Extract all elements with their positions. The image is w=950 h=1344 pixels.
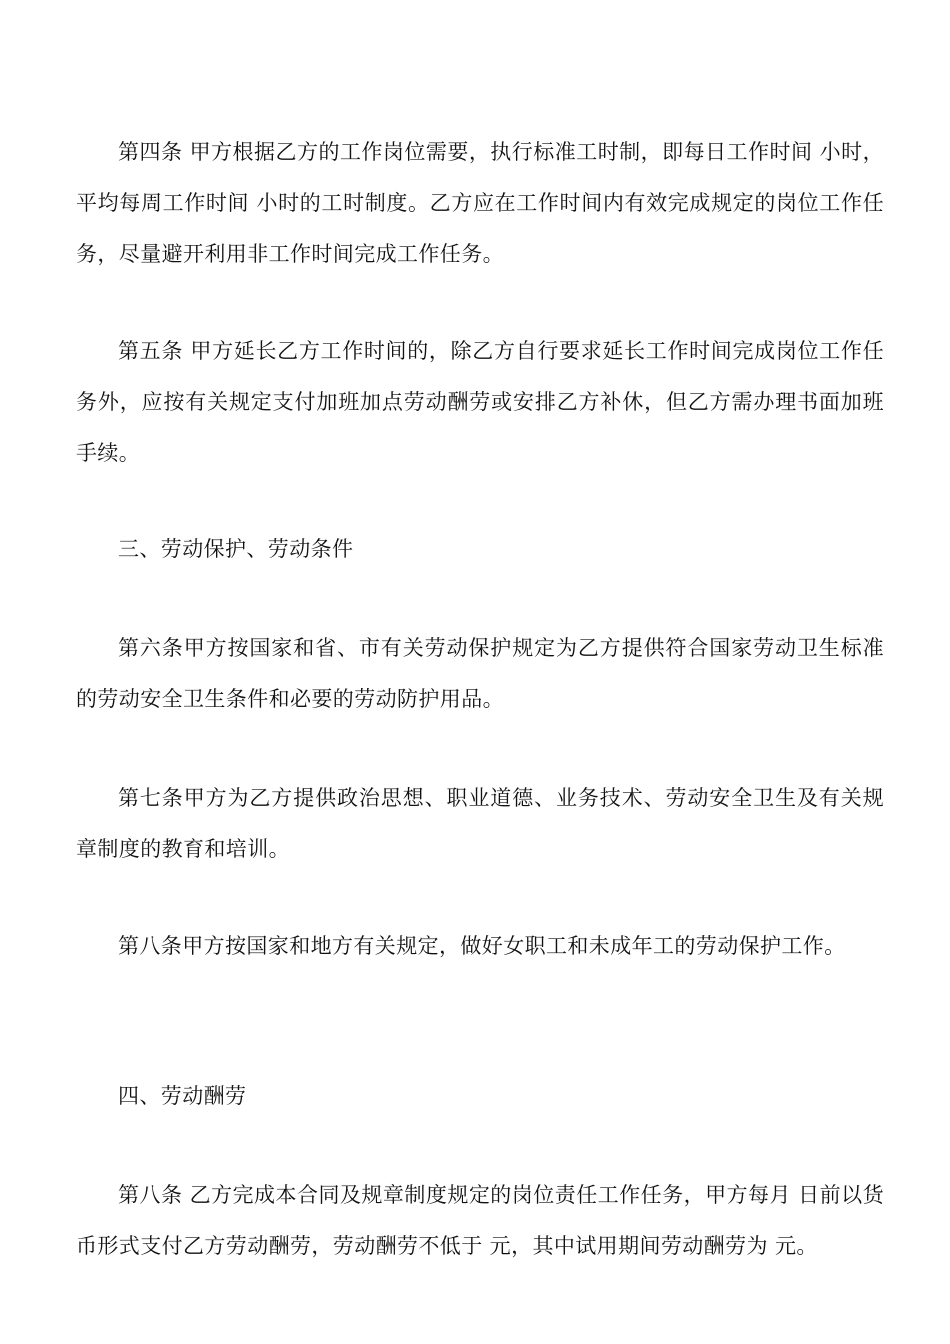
article-4-paragraph: 第四条 甲方根据乙方的工作岗位需要，执行标准工时制，即每日工作时间 小时，平均每周工作时间 小时的工时制度。乙方应在工作时间内有效完成规定的岗位工作任务，尽量避开利用非工作时间完成工作任务。	[76, 140, 884, 266]
section-4-heading: 四、劳动酬劳	[118, 1084, 247, 1108]
article-6-paragraph: 第六条甲方按国家和省、市有关劳动保护规定为乙方提供符合国家劳动卫生标准的劳动安全卫生条件和必要的劳动防护用品。	[76, 636, 884, 711]
article-7-paragraph: 第七条甲方为乙方提供政治思想、职业道德、业务技术、劳动安全卫生及有关规章制度的教育和培训。	[76, 786, 884, 861]
article-5-paragraph: 第五条 甲方延长乙方工作时间的，除乙方自行要求延长工作时间完成岗位工作任务外，应按有关规定支付加班加点劳动酬劳或安排乙方补休，但乙方需办理书面加班手续。	[76, 339, 884, 465]
section-3-heading: 三、劳动保护、劳动条件	[118, 537, 354, 561]
article-8b-paragraph: 第八条 乙方完成本合同及规章制度规定的岗位责任工作任务，甲方每月 日前以货币形式支付乙方劳动酬劳，劳动酬劳不低于 元，其中试用期间劳动酬劳为 元。	[76, 1183, 884, 1258]
article-8a-paragraph: 第八条甲方按国家和地方有关规定，做好女职工和未成年工的劳动保护工作。	[118, 934, 846, 958]
